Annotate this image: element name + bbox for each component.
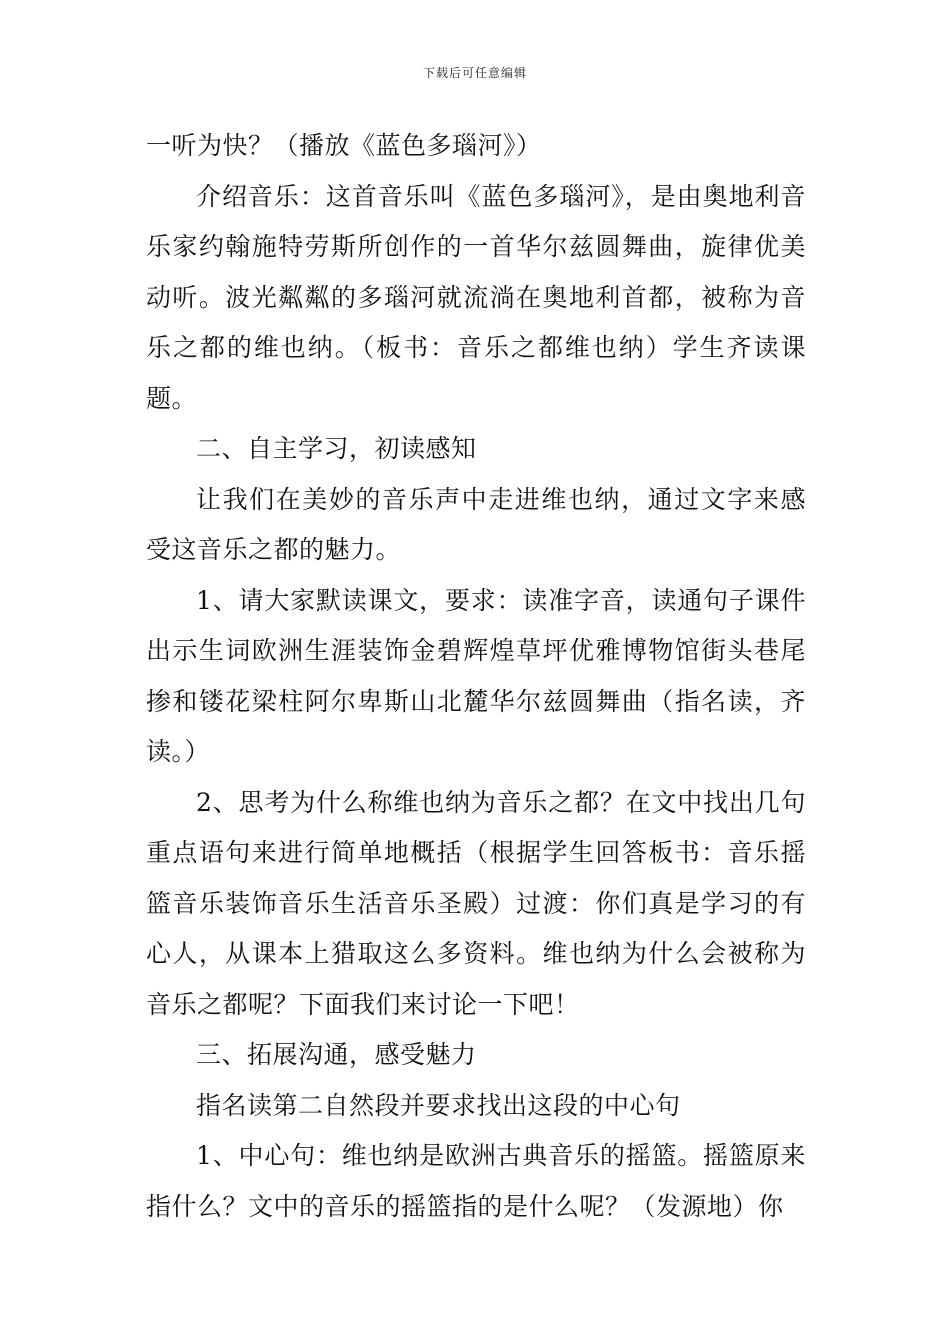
- paragraph-reading-task-1: 1、请大家默读课文，要求：读准字音，读通句子课件出示生词欧洲生涯装饰金碧辉煌草坪优雅博物馆街头巷尾掺和镂花梁柱阿尔卑斯山北麓华尔兹圆舞曲（指名读，齐读。）: [146, 585, 806, 766]
- section-heading-expand-communicate: 三、拓展沟通，感受魅力: [196, 1040, 477, 1069]
- paragraph-intro-line: 一听为快？（播放《蓝色多瑙河》）: [146, 131, 542, 160]
- page-header-note: 下载后可任意编辑: [422, 66, 527, 80]
- paragraph-music-introduction: 介绍音乐：这首音乐叫《蓝色多瑙河》，是由奥地利音乐家约翰施特劳斯所创作的一首华尔兹圆舞曲，旋律优美动听。波光粼粼的多瑙河就流淌在奥地利首都，被称为音乐之都的维也纳。（板书：音乐之都维也纳）学生齐读课题。: [146, 181, 806, 413]
- document-body: [146, 121, 806, 1232]
- paragraph-thinking-task-2: 2、思考为什么称维也纳为音乐之都？在文中找出几句重点语句来进行简单地概括（根据学生回答板书：音乐摇篮音乐装饰音乐生活音乐圣殿）过渡：你们真是学习的有心人，从课本上猎取这么多资料。维也纳为什么会被称为音乐之都呢？下面我们来讨论一下吧！: [146, 787, 806, 1019]
- paragraph-read-second-section: 指名读第二自然段并要求找出这段的中心句: [196, 1090, 681, 1120]
- paragraph-central-sentence: 1、中心句：维也纳是欧洲古典音乐的摇篮。摇篮原来指什么？文中的音乐的摇篮指的是什么呢？（发源地）你: [146, 1141, 806, 1221]
- section-heading-self-study: 二、自主学习，初读感知: [196, 434, 477, 463]
- paragraph-enter-vienna: 让我们在美妙的音乐声中走进维也纳，通过文字来感受这音乐之都的魅力。: [146, 484, 806, 564]
